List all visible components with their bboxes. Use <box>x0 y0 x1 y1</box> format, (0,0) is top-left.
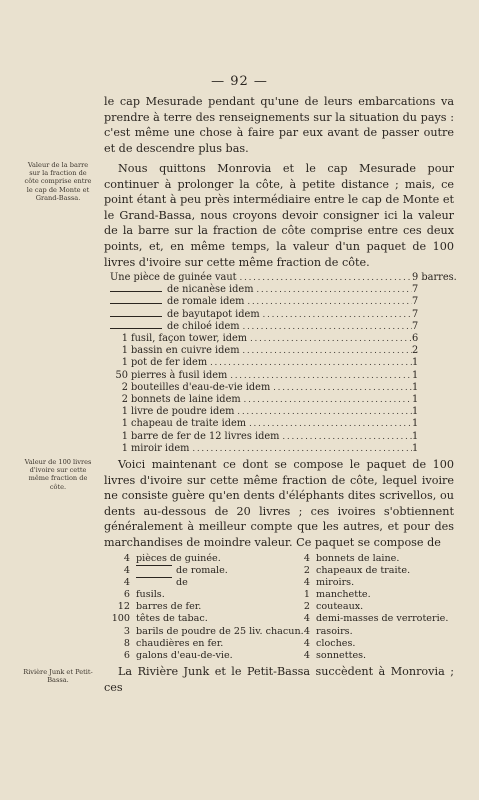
item-label: de romale idem <box>167 296 245 308</box>
packet-contents-left <box>108 553 304 662</box>
item-quantity: 6 <box>123 649 130 661</box>
leader-dots <box>260 309 412 321</box>
item-label: fusils. <box>136 589 165 601</box>
item-quantity: 4 <box>123 553 130 564</box>
paragraph-ivoire: Voici maintenant ce dont se compose le paquet de 100 livres d'ivoire sur cette même fraction de côte, lequel ivoire ne consiste guère qu'en dents d'éléphants dites scrivellos, ou dents au-dessous de 20 livres ; ces ivoires s'obtiennent généralement à meilleur compte que les autres, et pour des marchandises de moindre valeur. Ce paquet se compose de <box>104 458 454 549</box>
item-label: fusil, façon tower, idem <box>131 333 248 345</box>
margin-note-barre: Valeur de la barre sur la fraction de côte comprise entre le cap de Monte et Grand-Bassa. <box>24 161 92 202</box>
leader-dots <box>189 443 412 455</box>
list-item <box>288 601 448 613</box>
list-item <box>110 284 456 296</box>
leader-dots <box>234 406 412 418</box>
list-item <box>108 553 278 565</box>
leader-dots <box>279 431 412 443</box>
item-value: 1 <box>412 394 419 406</box>
list-item <box>288 577 448 589</box>
list-item <box>108 565 278 577</box>
margin-note-junk: Rivière Junk et Petit-Bassa. <box>23 668 93 685</box>
ditto-dash <box>110 291 162 292</box>
list-item <box>110 272 456 284</box>
list-item <box>108 601 278 613</box>
ditto-dash <box>110 316 162 317</box>
item-quantity: 4 <box>303 613 310 625</box>
list-item <box>110 382 456 394</box>
list-item <box>110 370 456 382</box>
item-value: 6 <box>412 333 419 345</box>
list-item <box>110 394 456 406</box>
item-quantity: 4 <box>303 637 310 649</box>
list-item <box>288 650 448 662</box>
item-quantity: 1 <box>121 345 128 357</box>
item-label: bonnets de laine. <box>316 553 400 564</box>
item-label: barils de poudre de 25 liv. chacun. <box>136 625 304 637</box>
list-item <box>288 613 448 625</box>
paragraph-junk: La Rivière Junk et le Petit-Bassa succèdent à Monrovia ; ces <box>104 665 454 694</box>
item-label: de <box>176 577 188 589</box>
item-label: chapeaux de traite. <box>316 565 411 577</box>
margin-note-ivoire: Valeur de 100 livres d'ivoire sur cette même fraction de côte. <box>24 458 92 491</box>
item-quantity: 8 <box>123 637 130 649</box>
item-quantity: 1 <box>121 418 128 430</box>
list-item <box>108 589 278 601</box>
item-label: sonnettes. <box>316 649 367 661</box>
list-item <box>108 638 278 650</box>
list-item <box>288 638 448 650</box>
ditto-dash <box>110 303 162 304</box>
item-value: 7 <box>412 320 419 332</box>
item-label: barre de fer de 12 livres idem <box>131 430 280 442</box>
item-value: 1 <box>412 369 419 381</box>
list-item <box>110 418 456 430</box>
packet-contents <box>108 553 448 662</box>
ditto-dash <box>136 577 172 586</box>
leader-dots <box>240 321 412 333</box>
list-item <box>108 613 278 625</box>
item-quantity: 100 <box>111 613 130 625</box>
list-item <box>110 357 456 369</box>
item-quantity: 2 <box>121 381 128 393</box>
list-item <box>108 625 304 638</box>
item-value: 7 <box>412 296 419 308</box>
item-label: pierres à fusil idem <box>131 369 228 381</box>
item-label: miroir idem <box>131 442 190 454</box>
item-quantity: 4 <box>303 553 310 564</box>
item-quantity: 12 <box>117 601 130 613</box>
leader-dots <box>227 370 412 382</box>
item-label: bouteilles d'eau-de-vie idem <box>131 381 271 393</box>
item-value: 1 <box>412 442 419 454</box>
item-quantity: 1 <box>121 406 128 418</box>
item-quantity: 3 <box>123 625 130 637</box>
list-item <box>288 626 448 638</box>
list-item <box>110 345 456 357</box>
leader-dots <box>241 394 412 406</box>
paragraph-intro: le cap Mesurade pendant qu'une de leurs embarcations va prendre à terre des renseignements sur la situation du pays : c'est même une chose à faire par eux avant de passer outre et de descendre plus bas. <box>104 95 454 155</box>
leader-dots <box>207 357 412 369</box>
item-quantity: 50 <box>115 369 128 381</box>
item-value: 7 <box>412 284 419 296</box>
item-value: 1 <box>412 418 419 430</box>
ditto-dash <box>136 565 172 574</box>
list-item <box>110 296 456 308</box>
item-value: 7 <box>412 308 419 320</box>
item-label: couteaux. <box>316 601 364 613</box>
list-item <box>288 553 448 565</box>
item-label: de chiloé idem <box>167 320 240 332</box>
item-label: de bayutapot idem <box>167 308 260 320</box>
leader-dots <box>246 418 412 430</box>
item-value: 1 <box>412 406 419 418</box>
item-label: demi-masses de verroterie. <box>316 613 449 625</box>
item-label: manchette. <box>316 589 371 601</box>
list-item <box>288 565 448 577</box>
paragraph-monrovia: Nous quittons Monrovia et le cap Mesurade pour continuer à prolonger la côte, à petite distance ; mais, ce point étant à peu près intermédiaire entre le cap de Monte et le Grand-Bassa, nous croyons devoir consigner ici la valeur de la barre sur la fraction de côte comprise entre ces deux points, et, en même temps, la valeur d'un paquet de 100 livres d'ivoire sur cette même fraction de côte. <box>104 162 454 269</box>
list-item <box>110 431 456 443</box>
item-quantity: 1 <box>121 357 128 369</box>
list-item <box>288 589 448 601</box>
item-value: 1 <box>412 357 419 369</box>
leader-dots <box>254 284 413 296</box>
item-quantity: 6 <box>123 589 130 601</box>
item-quantity: 1 <box>121 333 128 345</box>
packet-contents-right <box>278 553 448 662</box>
list-item <box>110 321 456 333</box>
item-quantity: 1 <box>303 589 310 601</box>
item-label: pot de fer idem <box>131 357 208 369</box>
item-label: de romale. <box>176 565 228 577</box>
item-quantity: 4 <box>303 625 310 637</box>
list-item <box>110 333 456 345</box>
item-quantity: 4 <box>303 577 310 589</box>
item-label: pièces de guinée. <box>136 553 221 564</box>
item-label: chapeau de traite idem <box>131 418 247 430</box>
item-label: livre de poudre idem <box>131 406 235 418</box>
item-label: miroirs. <box>316 577 355 589</box>
leader-dots <box>240 345 413 357</box>
item-label: de nicanèse idem <box>167 284 254 296</box>
list-item <box>108 577 278 589</box>
item-label: rasoirs. <box>316 625 353 637</box>
item-value: 2 <box>412 345 419 357</box>
item-label: galons d'eau-de-vie. <box>136 649 233 661</box>
item-label: bonnets de laine idem <box>131 394 241 406</box>
item-label: cloches. <box>316 637 356 649</box>
item-value: 9 barres. <box>412 272 457 283</box>
item-quantity: 4 <box>123 577 130 589</box>
item-quantity: 2 <box>121 394 128 406</box>
list-item <box>110 406 456 418</box>
item-quantity: 4 <box>303 649 310 661</box>
item-value: 1 <box>412 430 419 442</box>
list-item <box>110 309 456 321</box>
leader-dots <box>244 296 412 308</box>
item-label: barres de fer. <box>136 601 202 613</box>
item-quantity: 4 <box>123 565 130 577</box>
leader-dots <box>247 333 412 345</box>
item-label: chaudières en fer. <box>136 637 224 649</box>
item-quantity: 1 <box>121 442 128 454</box>
item-quantity: 2 <box>303 565 310 577</box>
leader-dots <box>270 382 412 394</box>
ditto-dash <box>110 328 162 329</box>
item-label: bassin en cuivre idem <box>131 345 240 357</box>
item-quantity: 2 <box>303 601 310 613</box>
list-item <box>108 650 278 662</box>
item-quantity: 1 <box>121 430 128 442</box>
item-value: 1 <box>412 381 419 393</box>
list-item <box>110 443 456 455</box>
item-label: têtes de tabac. <box>136 613 208 625</box>
barre-value-list <box>110 272 456 455</box>
item-label: Une pièce de guinée vaut <box>110 272 237 283</box>
leader-dots <box>237 272 412 284</box>
page-number: — 92 — <box>211 74 268 89</box>
